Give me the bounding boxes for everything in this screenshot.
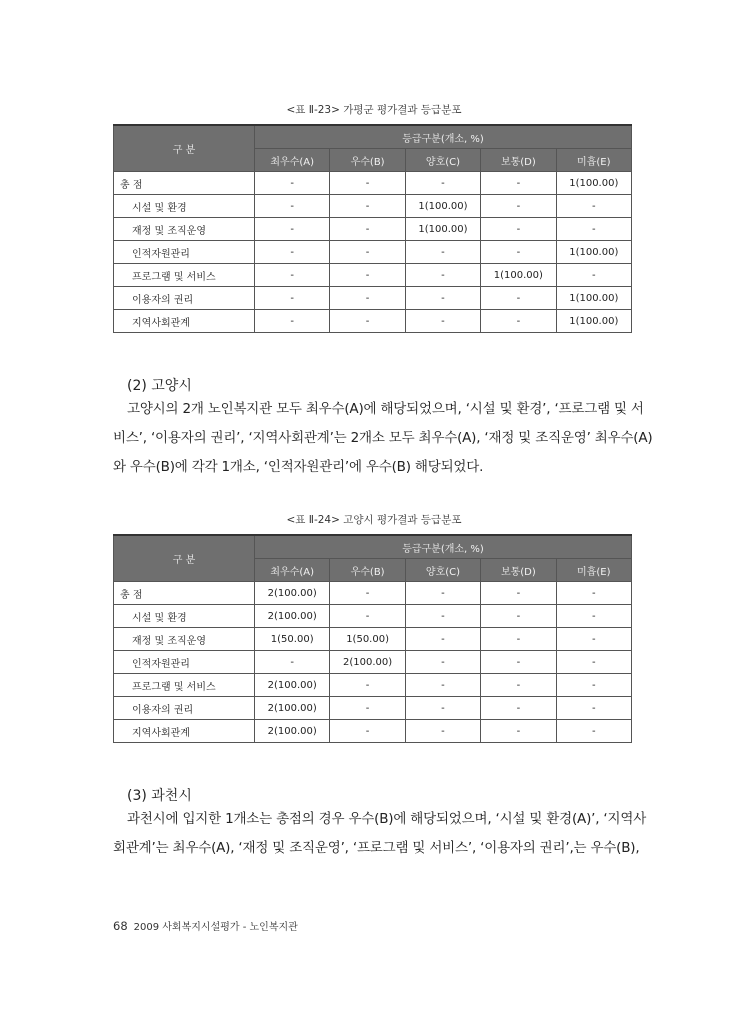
table2 (113, 534, 632, 743)
section2-paragraph (113, 395, 653, 482)
table-cell: - (481, 218, 556, 241)
table-row (114, 195, 632, 218)
table-cell: 2(100.00) (255, 720, 330, 743)
table-row (114, 674, 632, 697)
table-cell: - (405, 697, 480, 720)
table-cell: 2(100.00) (255, 674, 330, 697)
column-header: 미흡(E) (556, 559, 631, 582)
table-row (114, 241, 632, 264)
table1 (113, 124, 632, 333)
table-cell: - (330, 310, 405, 333)
table-cell: - (405, 310, 480, 333)
section2-heading: (2) 고양시 (127, 378, 192, 394)
table-cell: - (330, 264, 405, 287)
table-row (114, 264, 632, 287)
table-cell: - (481, 287, 556, 310)
table-row (114, 287, 632, 310)
table2-header-span: 등급구분(개소, %) (255, 535, 632, 559)
column-header: 최우수(A) (255, 149, 330, 172)
table-row (114, 720, 632, 743)
table-cell: 1(100.00) (405, 218, 480, 241)
row-label: 총 점 (114, 582, 255, 605)
table-cell: 1(100.00) (481, 264, 556, 287)
table-cell: - (405, 628, 480, 651)
table-row (114, 605, 632, 628)
table-cell: - (556, 697, 631, 720)
table2-header-group: 구 분 (114, 535, 255, 582)
row-label: 시설 및 환경 (114, 605, 255, 628)
table-cell: - (405, 605, 480, 628)
row-label: 시설 및 환경 (114, 195, 255, 218)
table-cell: 2(100.00) (255, 605, 330, 628)
section2-line: 비스’, ‘이용자의 권리’, ‘지역사회관계’는 2개소 모두 최우수(A), ‘재정 및 조직운영’ 최우수(A) (113, 430, 653, 446)
table-cell: - (405, 241, 480, 264)
table-cell: - (481, 582, 556, 605)
column-header: 미흡(E) (556, 149, 631, 172)
section2-line: 와 우수(B)에 각각 1개소, ‘인적자원관리’에 우수(B) 해당되었다. (113, 459, 484, 475)
table-cell: - (405, 651, 480, 674)
table-cell: - (405, 720, 480, 743)
table-cell: - (481, 310, 556, 333)
table-cell: - (330, 241, 405, 264)
table-cell: 1(100.00) (556, 241, 631, 264)
footer-text: 2009 사회복지시설평가 - 노인복지관 (133, 922, 298, 933)
row-label: 지역사회관계 (114, 310, 255, 333)
table-cell: - (330, 172, 405, 195)
table-cell: - (255, 195, 330, 218)
table-cell: - (481, 628, 556, 651)
column-header: 최우수(A) (255, 559, 330, 582)
table1-header-span: 등급구분(개소, %) (255, 125, 632, 149)
row-label: 이용자의 권리 (114, 697, 255, 720)
table-cell: 2(100.00) (255, 697, 330, 720)
table-cell: - (481, 241, 556, 264)
table-cell: - (255, 241, 330, 264)
table-cell: 1(100.00) (405, 195, 480, 218)
row-label: 인적자원관리 (114, 651, 255, 674)
table-row (114, 218, 632, 241)
table1-header-group: 구 분 (114, 125, 255, 172)
section3-paragraph (113, 805, 647, 863)
table-cell: - (481, 605, 556, 628)
table-cell: - (481, 720, 556, 743)
table-cell: - (330, 582, 405, 605)
table-row (114, 172, 632, 195)
column-header: 우수(B) (330, 559, 405, 582)
table-cell: - (556, 720, 631, 743)
section3-heading: (3) 과천시 (127, 788, 192, 804)
page-footer (113, 918, 298, 933)
table-cell: 1(50.00) (255, 628, 330, 651)
table-cell: - (255, 172, 330, 195)
table-cell: - (481, 651, 556, 674)
row-label: 지역사회관계 (114, 720, 255, 743)
column-header: 양호(C) (405, 559, 480, 582)
table-cell: - (481, 697, 556, 720)
table-cell: - (556, 605, 631, 628)
table-cell: - (255, 651, 330, 674)
table-cell: 2(100.00) (255, 582, 330, 605)
section3-line: 과천시에 입지한 1개소는 총점의 경우 우수(B)에 해당되었으며, ‘시설 및 환경(A)’, ‘지역사 (127, 811, 647, 827)
table-cell: - (556, 218, 631, 241)
row-label: 재정 및 조직운영 (114, 628, 255, 651)
table-cell: - (556, 674, 631, 697)
table-cell: - (556, 264, 631, 287)
table-cell: - (556, 582, 631, 605)
table-cell: - (255, 310, 330, 333)
table-row (114, 697, 632, 720)
table-cell: 2(100.00) (330, 651, 405, 674)
table-cell: 1(100.00) (556, 287, 631, 310)
column-header: 보통(D) (481, 559, 556, 582)
table-cell: - (481, 674, 556, 697)
table-cell: - (330, 720, 405, 743)
table-cell: - (255, 218, 330, 241)
table-cell: - (255, 264, 330, 287)
column-header: 보통(D) (481, 149, 556, 172)
table2-caption: <표 Ⅱ-24> 고양시 평가결과 등급분포 (286, 514, 462, 526)
table-cell: - (330, 218, 405, 241)
table-cell: 1(100.00) (556, 172, 631, 195)
column-header: 양호(C) (405, 149, 480, 172)
row-label: 재정 및 조직운영 (114, 218, 255, 241)
column-header: 우수(B) (330, 149, 405, 172)
section3-line: 회관계’는 최우수(A), ‘재정 및 조직운영’, ‘프로그램 및 서비스’, ‘이용자의 권리’,는 우수(B), (113, 840, 640, 856)
table-row (114, 651, 632, 674)
section2-line: 고양시의 2개 노인복지관 모두 최우수(A)에 해당되었으며, ‘시설 및 환경’, ‘프로그램 및 서 (127, 401, 644, 417)
table-cell: - (255, 287, 330, 310)
table-cell: 1(100.00) (556, 310, 631, 333)
table-cell: - (481, 172, 556, 195)
table1-caption: <표 Ⅱ-23> 가평군 평가결과 등급분포 (286, 104, 462, 116)
table-row (114, 582, 632, 605)
table-cell: - (405, 674, 480, 697)
table-cell: 1(50.00) (330, 628, 405, 651)
table-row (114, 310, 632, 333)
table-cell: - (556, 195, 631, 218)
page-number: 68 (113, 919, 128, 933)
table-cell: - (556, 651, 631, 674)
table-cell: - (330, 287, 405, 310)
table-cell: - (405, 287, 480, 310)
row-label: 인적자원관리 (114, 241, 255, 264)
table-cell: - (330, 674, 405, 697)
row-label: 이용자의 권리 (114, 287, 255, 310)
table-cell: - (330, 697, 405, 720)
table-cell: - (330, 195, 405, 218)
row-label: 총 점 (114, 172, 255, 195)
table-cell: - (405, 582, 480, 605)
row-label: 프로그램 및 서비스 (114, 674, 255, 697)
table-cell: - (405, 264, 480, 287)
row-label: 프로그램 및 서비스 (114, 264, 255, 287)
table-cell: - (330, 605, 405, 628)
table-cell: - (405, 172, 480, 195)
table-cell: - (556, 628, 631, 651)
table-row (114, 628, 632, 651)
table-cell: - (481, 195, 556, 218)
